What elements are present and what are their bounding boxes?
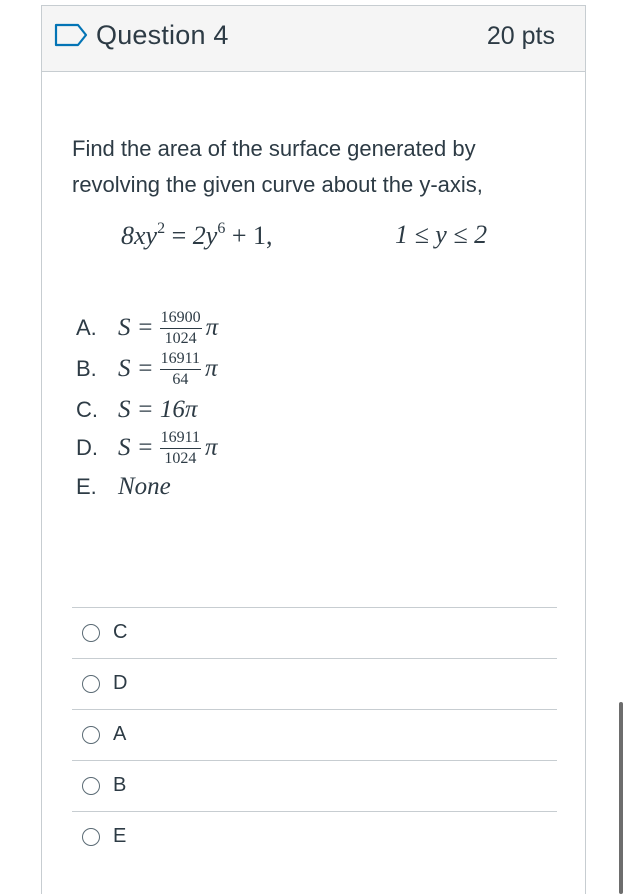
equation-lhs: 8xy xyxy=(121,221,158,250)
choice-a xyxy=(76,308,219,347)
choice-lhs: S = 16π xyxy=(118,396,198,423)
radio-button[interactable] xyxy=(82,726,100,744)
choice-expression xyxy=(118,429,218,468)
answer-option-a[interactable] xyxy=(72,709,557,760)
question-points: 20 pts xyxy=(486,22,555,50)
answer-label[interactable]: A xyxy=(113,723,127,745)
choice-letter: E. xyxy=(76,474,97,499)
choice-expression xyxy=(118,396,197,424)
fraction xyxy=(160,429,201,468)
answer-label[interactable]: E xyxy=(113,825,127,847)
question-header xyxy=(42,6,585,72)
equation-constant: + 1, xyxy=(231,221,273,250)
choice-lhs: S = xyxy=(118,434,154,461)
page-scrollbar[interactable] xyxy=(619,702,623,894)
answer-label[interactable]: C xyxy=(113,621,128,643)
answer-option-c[interactable] xyxy=(72,607,557,658)
choice-c xyxy=(76,395,197,425)
question-prompt: Find the area of the surface generated by revolving the given curve about the y-axis, xyxy=(72,136,483,197)
choice-letter: C. xyxy=(76,397,98,422)
curve-equation xyxy=(121,220,272,251)
fraction-numerator: 16911 xyxy=(160,350,201,370)
pi-symbol: π xyxy=(205,355,218,382)
answer-label[interactable]: D xyxy=(113,672,128,694)
choice-lhs: S = xyxy=(118,314,154,341)
choice-expression xyxy=(118,309,218,348)
choice-letter: D. xyxy=(76,435,98,460)
answer-list xyxy=(72,607,557,862)
answer-option-b[interactable] xyxy=(72,760,557,811)
answer-option-e[interactable] xyxy=(72,811,557,862)
choice-d xyxy=(76,428,218,467)
answer-label[interactable]: B xyxy=(113,774,127,796)
fraction xyxy=(160,350,201,389)
choice-lhs: None xyxy=(118,473,171,500)
fraction-denominator: 1024 xyxy=(164,329,197,347)
choice-lhs: S = xyxy=(118,355,154,382)
fraction-numerator: 16911 xyxy=(160,429,201,449)
equation-equals: = xyxy=(171,221,187,250)
radio-button[interactable] xyxy=(82,675,100,693)
choice-letter: B. xyxy=(76,356,97,381)
choice-b xyxy=(76,349,218,388)
choice-expression xyxy=(118,350,218,389)
question-title: Question 4 xyxy=(96,20,229,50)
radio-button[interactable] xyxy=(82,828,100,846)
equation-rhs: 2y xyxy=(192,221,218,250)
fraction-denominator: 1024 xyxy=(164,449,197,467)
fraction-numerator: 16900 xyxy=(160,309,202,329)
flag-question-icon[interactable] xyxy=(54,23,88,47)
choice-e xyxy=(76,472,171,502)
pi-symbol: π xyxy=(205,434,218,461)
choice-letter: A. xyxy=(76,315,97,340)
choice-expression xyxy=(118,473,171,501)
radio-button[interactable] xyxy=(82,777,100,795)
fraction xyxy=(160,309,202,348)
answer-option-d[interactable] xyxy=(72,658,557,709)
equation-lhs-exponent: 2 xyxy=(157,220,166,237)
fraction-denominator: 64 xyxy=(172,370,189,388)
radio-button[interactable] xyxy=(82,624,100,642)
equation-rhs-exponent: 6 xyxy=(217,220,226,237)
curve-range: 1 ≤ y ≤ 2 xyxy=(395,220,488,249)
pi-symbol: π xyxy=(205,314,219,341)
